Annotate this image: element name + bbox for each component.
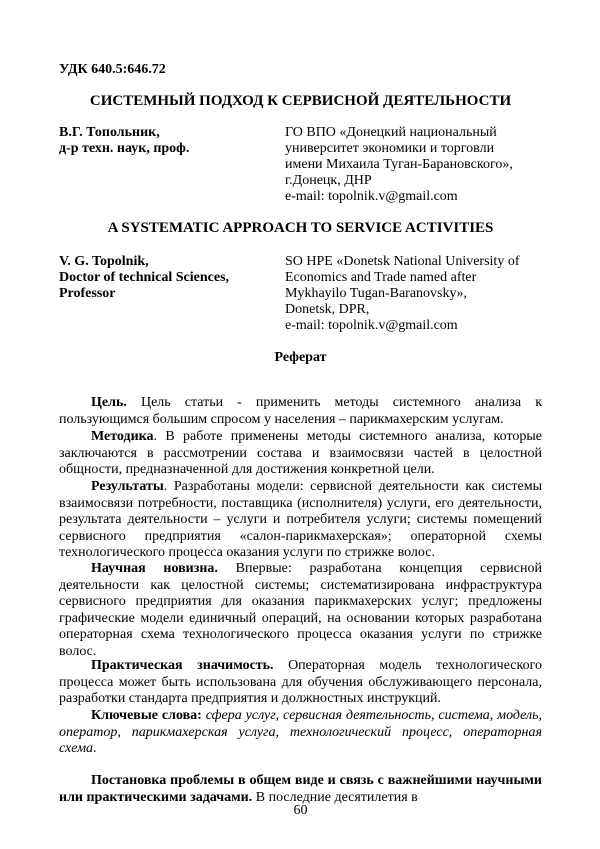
practical-label: Практическая значимость. <box>91 658 274 673</box>
method-label: Методика <box>91 429 154 444</box>
author-rank-en: Professor <box>59 286 116 301</box>
abstract-results <box>59 479 542 562</box>
keywords-text: сфера услуг, сервисная деятельность, система, модель, оператор, парикмахерская услуга, технологический процесс, операторная схема <box>59 708 542 756</box>
author-name-ru: В.Г. Топольник, <box>59 125 160 140</box>
author-degree-en: Doctor of technical Sciences, <box>59 270 230 285</box>
affiliation-ru <box>285 125 545 205</box>
author-block-ru <box>59 125 189 157</box>
author-block-en <box>59 254 229 302</box>
keywords-label: Ключевые слова: <box>91 708 202 723</box>
affiliation-en-line: SO HPE «Donetsk National University of <box>285 254 520 269</box>
udk-code: УДК 640.5:646.72 <box>59 62 166 77</box>
method-text: . В работе применены методы системного анализа, которые заключаются в рассмотрении состава и взаимосвязи частей в целостной общности, предназначенной для достижения конкретной цели. <box>59 429 542 477</box>
affiliation-en-line: Mykhayilo Tugan-Baranovsky», <box>285 286 467 301</box>
title-russian: СИСТЕМНЫЙ ПОДХОД К СЕРВИСНОЙ ДЕЯТЕЛЬНОСТИ <box>89 93 512 109</box>
affiliation-ru-line: имени Михаила Туган-Барановского», <box>285 157 513 172</box>
email-en: e-mail: topolnik.v@gmail.com <box>285 318 458 333</box>
email-ru: e-mail: topolnik.v@gmail.com <box>285 189 458 204</box>
affiliation-en-line: Donetsk, DPR, <box>285 302 370 317</box>
practical-text: Операторная модель технологического процесса может быть использована для обучения обслуживающего персонала, разработки стандарта предприятия и должностных инструкций. <box>59 658 542 706</box>
abstract-goal <box>59 395 542 428</box>
problem-text: В последние десятилетия в <box>252 789 418 805</box>
results-text: . Разработаны модели: сервисной деятельности как системы взаимосвязи потребности, поставщика (исполнителя) услуги, его деятельности, результата деятельности – услуги и потребителя услуги; системы помещений сервисного предприятия «салон-парикмахерская»; операторной схемы технологического процесса оказания услуги по стрижке волос. <box>59 479 542 560</box>
affiliation-ru-line: г.Донецк, ДНР <box>285 173 372 188</box>
affiliation-en <box>285 254 545 334</box>
abstract-novelty <box>59 561 542 660</box>
abstract-keywords <box>59 708 542 758</box>
goal-text: Цель статьи - применить методы системного анализа к пользующимся большим спросом у населения – парикмахерским услугам. <box>59 395 542 427</box>
affiliation-en-line: Economics and Trade named after <box>285 270 477 285</box>
title-english: A SYSTEMATIC APPROACH TO SERVICE ACTIVITIES <box>107 220 494 236</box>
abstract-heading: Реферат <box>274 350 327 365</box>
problem-label: Постановка проблемы в общем виде и связь с важнейшими научными или практическими задачами. <box>59 773 542 805</box>
affiliation-ru-line: ГО ВПО «Донецкий национальный <box>285 125 497 140</box>
page-number: 60 <box>293 803 308 818</box>
abstract-practical <box>59 658 542 708</box>
goal-label: Цель. <box>91 395 127 410</box>
abstract-method <box>59 429 542 479</box>
novelty-text: Впервые: разработана концепция сервисной деятельности как целостной системы; систематизирована инфраструктура сервисного предприятия для оказания парикмахерских услуг; предложены графические модели единичный операций, на основании которых разработана операторная схема технологического процесса оказания услуги по стрижке волос. <box>59 561 542 659</box>
author-degree-ru: д-р техн. наук, проф. <box>59 141 190 156</box>
results-label: Результаты <box>91 479 164 494</box>
affiliation-ru-line: университет экономики и торговли <box>285 141 495 156</box>
novelty-label: Научная новизна. <box>91 561 218 576</box>
problem-statement <box>59 773 542 806</box>
author-name-en: V. G. Topolnik, <box>59 254 149 269</box>
keywords-end: . <box>93 741 97 756</box>
